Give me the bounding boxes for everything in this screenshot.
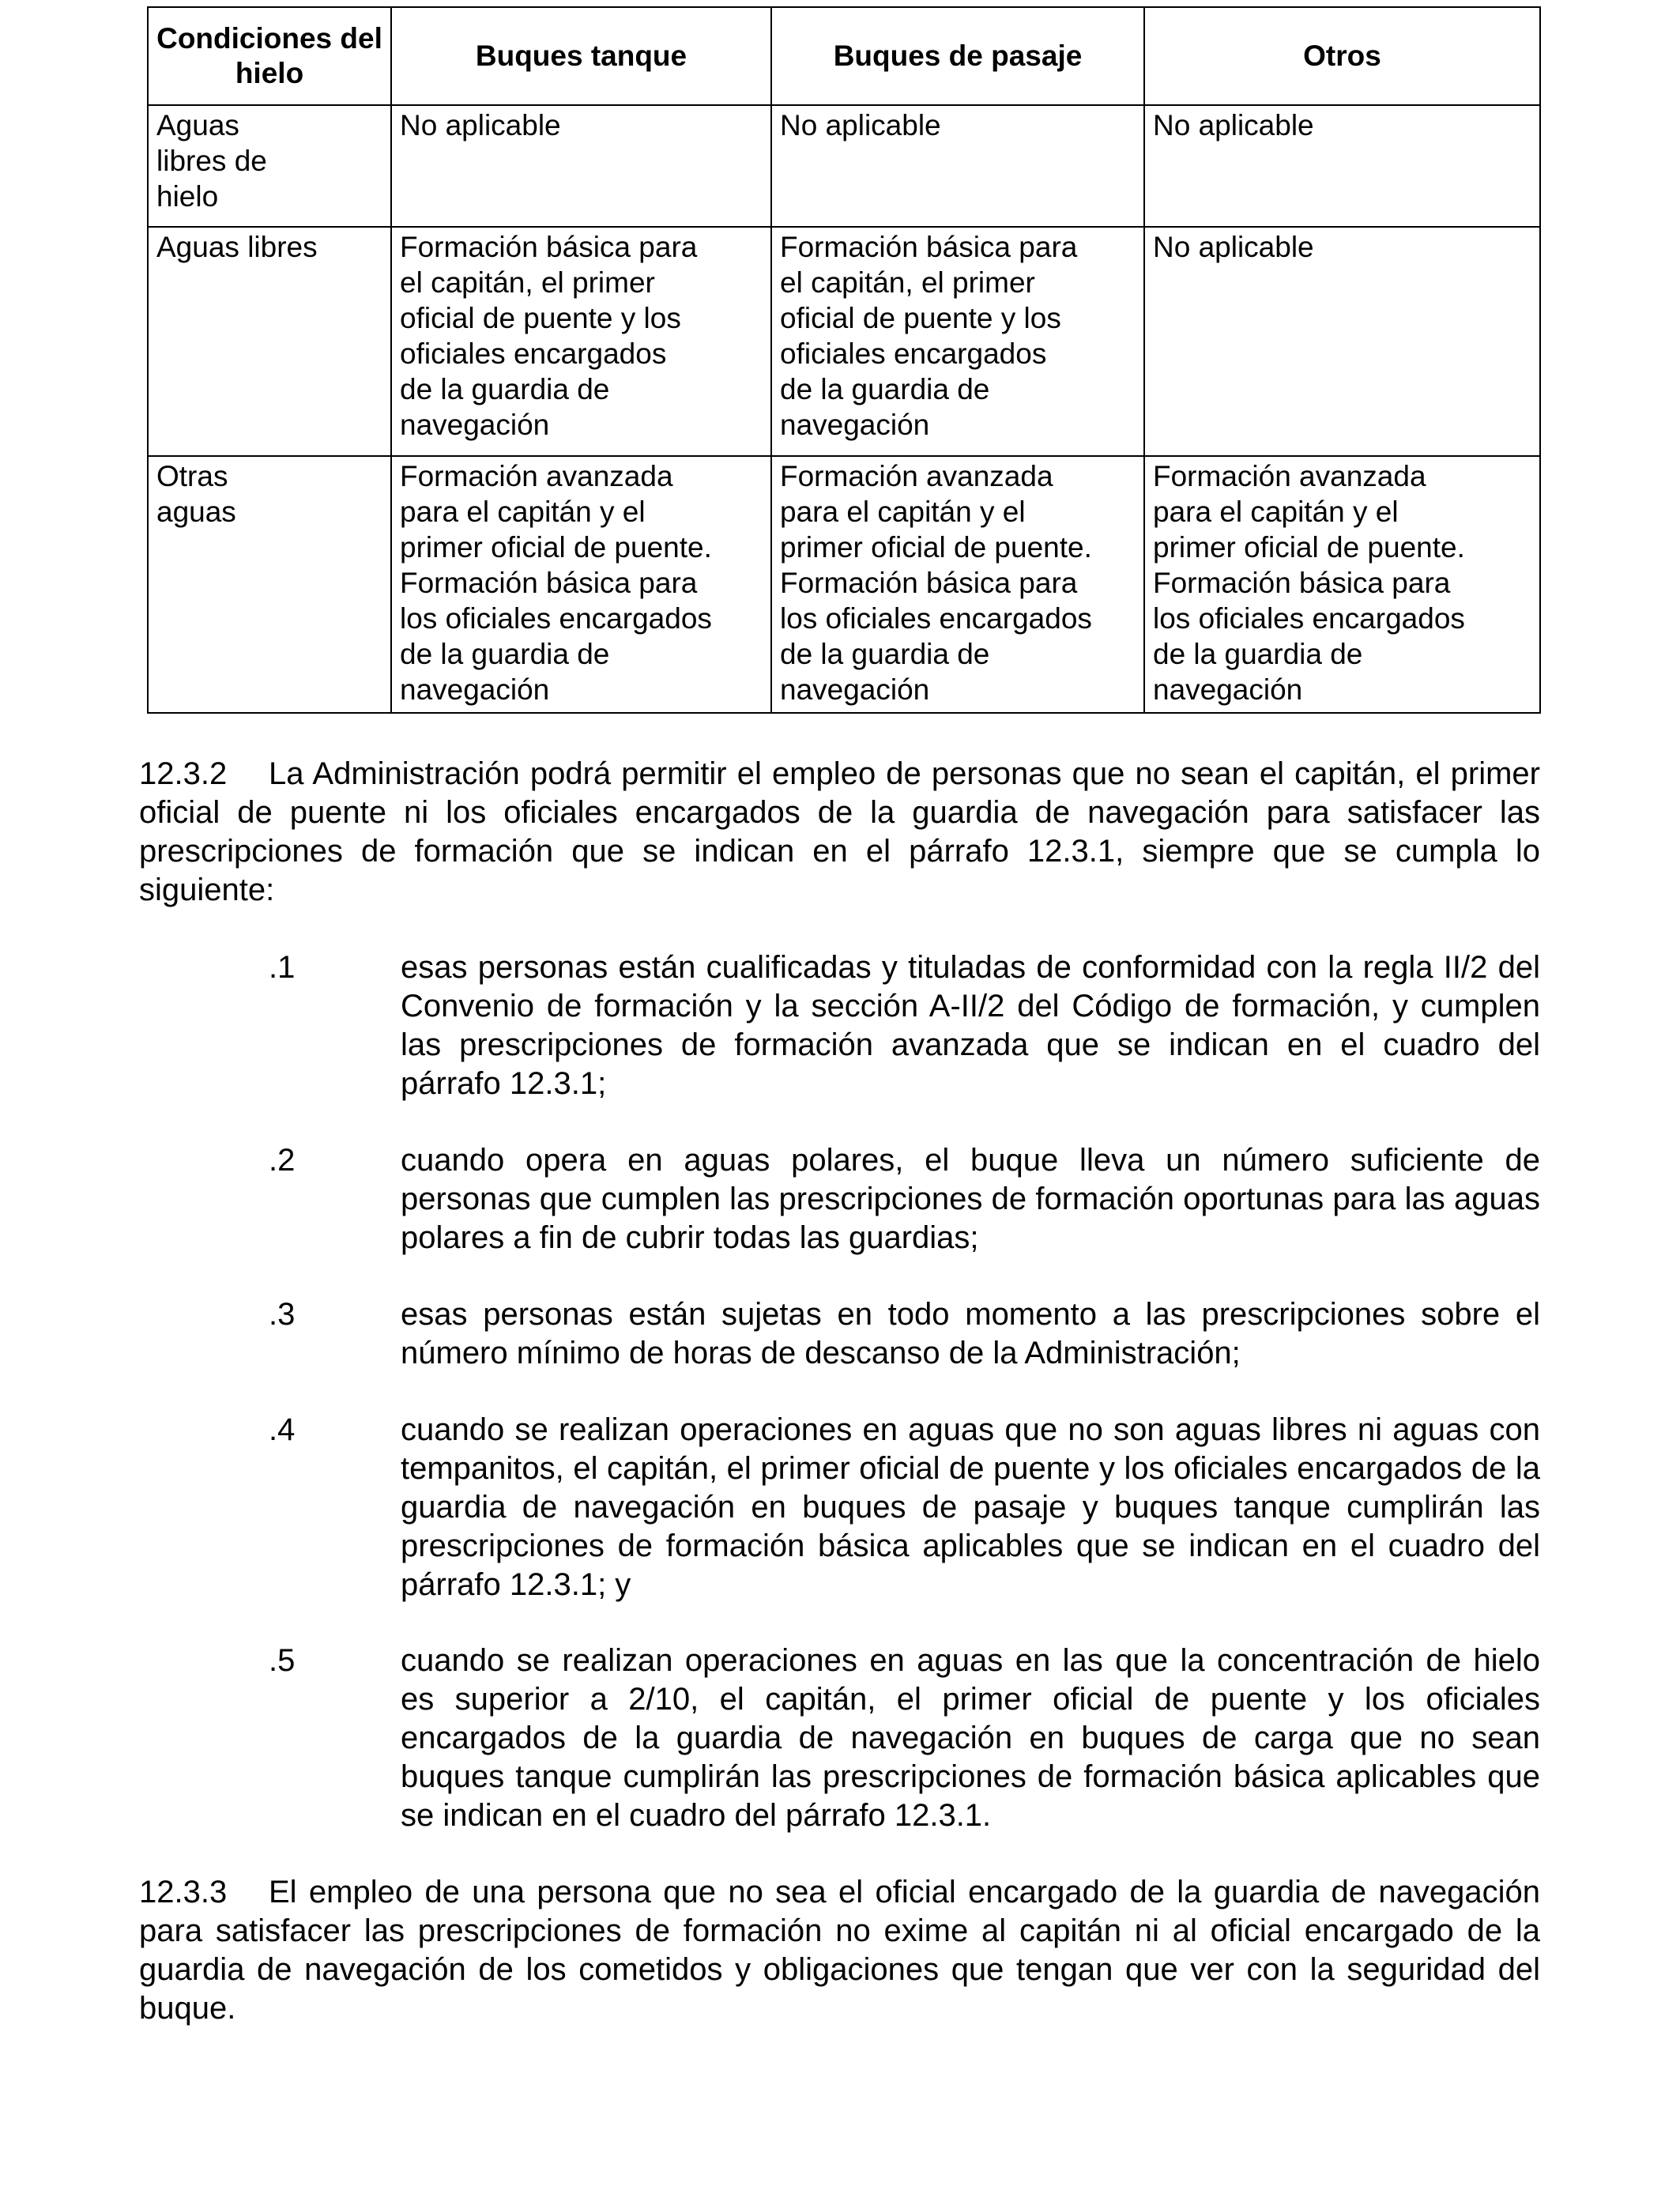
cell-passenger: Formación básica para el capitán, el primer oficial de puente y los oficiales encargados de la guardia de navegación xyxy=(771,227,1144,456)
list-item-text: cuando se realizan operaciones en aguas que no son aguas libres ni aguas con tempanitos, el capitán, el primer oficial de puente y los oficiales encargados de la guardia de navegación en buques de pasaje y buques tanque cumplirán las prescripciones de formación básica aplicables que se indican en el cuadro del párrafo 12.3.1; y xyxy=(401,1412,1540,1602)
list-item xyxy=(139,1411,1540,1604)
cell-tankers: No aplicable xyxy=(391,105,771,227)
list-item-text: esas personas están cualificadas y tituladas de conformidad con la regla II/2 del Convenio de formación y la sección A-II/2 del Código de formación, y cumplen las prescripciones de formación avanzada que se indican en el cuadro del párrafo 12.3.1; xyxy=(401,950,1540,1101)
cell-passenger: No aplicable xyxy=(771,105,1144,227)
table-row xyxy=(148,105,1540,227)
list-item xyxy=(139,1141,1540,1257)
paragraph-number: 12.3.2 xyxy=(139,756,228,791)
list-item-text: cuando opera en aguas polares, el buque lleva un número suficiente de personas que cumplen las prescripciones de formación oportunas para las aguas polares a fin de cubrir todas las guardias; xyxy=(401,1143,1540,1255)
header-ice-conditions: Condiciones del hielo xyxy=(148,7,391,105)
paragraph-text: El empleo de una persona que no sea el oficial encargado de la guardia de navegación para satisfacer las prescripciones de formación no exime al capitán ni al oficial encargado de la guardia de navegación de los cometidos y obligaciones que tengan que ver con la seguridad del buque. xyxy=(139,1875,1540,2026)
paragraph-12-3-3 xyxy=(139,1873,1540,2028)
cell-tankers: Formación básica para el capitán, el primer oficial de puente y los oficiales encargados de la guardia de navegación xyxy=(391,227,771,456)
cell-condition: Aguas libres xyxy=(148,227,391,456)
list-item xyxy=(139,1642,1540,1835)
paragraph-number: 12.3.3 xyxy=(139,1875,228,1909)
cell-tankers: Formación avanzada para el capitán y el primer oficial de puente. Formación básica para los oficiales encargados de la guardia de navegación xyxy=(391,456,771,713)
list-item-text: cuando se realizan operaciones en aguas en las que la concentración de hielo es superior a 2/10, el capitán, el primer oficial de puente y los oficiales encargados de la guardia de navegación en buques de carga que no sean buques tanque cumplirán las prescripciones de formación básica aplicables que se indican en el cuadro del párrafo 12.3.1. xyxy=(401,1643,1540,1833)
list-item-text: esas personas están sujetas en todo momento a las prescripciones sobre el número mínimo de horas de descanso de la Administración; xyxy=(401,1297,1540,1370)
cell-others: No aplicable xyxy=(1144,105,1540,227)
cell-condition: Otras aguas xyxy=(148,456,391,713)
table-row xyxy=(148,456,1540,713)
table-header-row xyxy=(148,7,1540,105)
list-item-number: .3 xyxy=(269,1297,296,1332)
header-passenger-ships: Buques de pasaje xyxy=(771,7,1144,105)
list-item xyxy=(139,948,1540,1103)
cell-passenger: Formación avanzada para el capitán y el primer oficial de puente. Formación básica para los oficiales encargados de la guardia de navegación xyxy=(771,456,1144,713)
paragraph-12-3-2 xyxy=(139,755,1540,910)
paragraph-text: La Administración podrá permitir el empleo de personas que no sean el capitán, el primer oficial de puente ni los oficiales encargados de la guardia de navegación para satisfacer las prescripciones de formación que se indican en el párrafo 12.3.1, siempre que se cumpla lo siguiente: xyxy=(139,756,1540,907)
list-item-number: .4 xyxy=(269,1412,296,1447)
cell-others: No aplicable xyxy=(1144,227,1540,456)
list-item-number: .1 xyxy=(269,950,296,985)
table-row xyxy=(148,227,1540,456)
list-item xyxy=(139,1295,1540,1373)
cell-condition: Aguas libres de hielo xyxy=(148,105,391,227)
cell-others: Formación avanzada para el capitán y el primer oficial de puente. Formación básica para los oficiales encargados de la guardia de navegación xyxy=(1144,456,1540,713)
header-tankers: Buques tanque xyxy=(391,7,771,105)
training-requirements-table xyxy=(147,6,1541,714)
list-item-number: .2 xyxy=(269,1143,296,1178)
header-others: Otros xyxy=(1144,7,1540,105)
list-item-number: .5 xyxy=(269,1643,296,1678)
